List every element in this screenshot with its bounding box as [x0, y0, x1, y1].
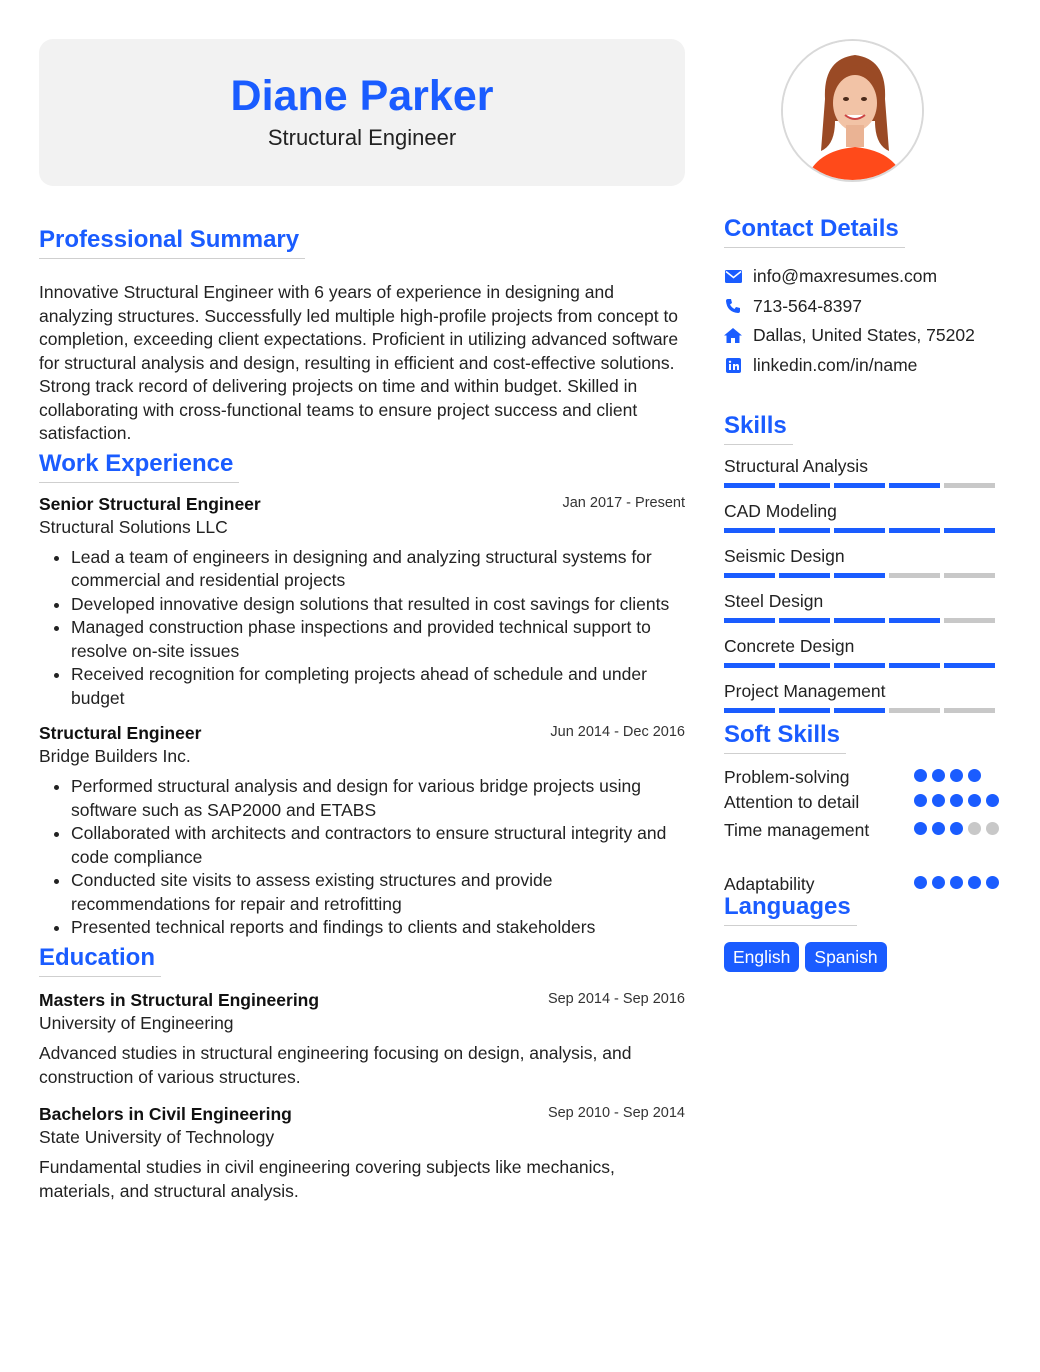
skill-item — [724, 455, 1004, 488]
skill-level-bar — [724, 708, 1004, 713]
skill-name: Concrete Design — [724, 636, 855, 656]
rating-dot — [914, 769, 927, 782]
skill-item — [724, 680, 1004, 713]
languages-heading: Languages — [724, 893, 857, 926]
skill-name: Seismic Design — [724, 546, 845, 566]
skill-level-segment — [889, 708, 940, 713]
job-bullet: • Received recognition for completing projects ahead of schedule and under budget — [71, 663, 685, 710]
phone-text: 713-564-8397 — [753, 295, 862, 316]
job-date: Jan 2017 - Present — [562, 494, 685, 511]
skill-level-segment — [944, 528, 995, 533]
skill-level-segment — [834, 618, 885, 623]
home-icon — [724, 327, 742, 345]
skill-level-segment — [779, 708, 830, 713]
soft-skill-rating — [914, 876, 1004, 893]
job-entry — [39, 722, 685, 940]
rating-dot — [950, 769, 963, 782]
rating-dot — [968, 794, 981, 807]
skill-level-segment — [724, 483, 775, 488]
skill-level-segment — [944, 573, 995, 578]
skill-level-segment — [834, 663, 885, 668]
skill-level-segment — [834, 483, 885, 488]
skills-heading: Skills — [724, 412, 793, 445]
rating-dot — [968, 769, 981, 782]
summary-text: Innovative Structural Engineer with 6 years of experience in designing and analyzing structures. Successfully led multiple high-profile projects from concept to completion, exceeding client expectations. Proficient in utilizing advanced software for structural analysis and design, resulting in efficient and cost-effective solutions. Strong track record of delivering projects on time and within budget. Skilled in collaborating with cross-functional teams to ensure project success and client satisfaction. — [39, 282, 679, 443]
education-entry — [39, 989, 685, 1089]
skill-level-segment — [889, 528, 940, 533]
language-badge: Spanish — [805, 942, 886, 972]
linkedin-text: linkedin.com/in/name — [753, 354, 918, 375]
skill-level-bar — [724, 528, 1004, 533]
skill-level-segment — [834, 708, 885, 713]
skill-level-segment — [944, 618, 995, 623]
education-description: Advanced studies in structural engineering focusing on design, analysis, and construction of various structures. — [39, 1042, 632, 1087]
soft-skill-name: Attention to detail — [724, 792, 860, 812]
soft-skill-rating — [914, 794, 1004, 819]
soft-skill-item — [724, 791, 1004, 819]
skill-level-bar — [724, 663, 1004, 668]
job-bullet: • Lead a team of engineers in designing and analyzing structural systems for commercial and residential projects — [71, 546, 685, 593]
skill-level-segment — [834, 528, 885, 533]
skill-level-segment — [724, 708, 775, 713]
skill-level-segment — [779, 483, 830, 488]
job-bullet: • Developed innovative design solutions that resulted in cost savings for clients — [71, 593, 685, 617]
skill-name: Project Management — [724, 681, 886, 701]
location-text: Dallas, United States, 75202 — [753, 325, 975, 346]
skill-level-segment — [889, 573, 940, 578]
job-company: Structural Solutions LLC — [39, 516, 228, 537]
job-entry — [39, 493, 685, 711]
skill-level-segment — [834, 573, 885, 578]
skill-name: CAD Modeling — [724, 501, 837, 521]
job-title: Senior Structural Engineer — [39, 493, 261, 514]
skill-item — [724, 590, 1004, 623]
skill-item — [724, 545, 1004, 578]
skill-name: Structural Analysis — [724, 456, 868, 476]
rating-dot — [932, 876, 945, 889]
soft-skill-name: Adaptability — [724, 874, 815, 894]
soft-skill-rating — [914, 822, 1004, 873]
job-bullet: • Performed structural analysis and design for various bridge projects using software such as SAP2000 and ETABS — [71, 775, 685, 822]
rating-dot — [914, 794, 927, 807]
education-date: Sep 2010 - Sep 2014 — [547, 1104, 685, 1121]
candidate-title: Structural Engineer — [267, 125, 457, 150]
skill-level-segment — [889, 663, 940, 668]
skill-item — [724, 500, 1004, 533]
job-bullet: • Collaborated with architects and contractors to ensure structural integrity and code compliance — [71, 822, 685, 869]
rating-dot — [950, 822, 963, 835]
email-text: info@maxresumes.com — [753, 266, 938, 287]
main-column — [39, 226, 685, 1203]
job-bullet: • Managed construction phase inspections and provided technical support to resolve on-site issues — [71, 616, 685, 663]
skill-level-bar — [724, 618, 1004, 623]
skill-level-segment — [944, 708, 995, 713]
job-date: Jun 2014 - Dec 2016 — [550, 724, 685, 740]
skill-level-bar — [724, 483, 1004, 488]
skill-level-segment — [724, 618, 775, 623]
school-name: University of Engineering — [39, 1012, 234, 1033]
rating-dot — [914, 876, 927, 889]
rating-dot — [914, 822, 927, 835]
profile-photo — [781, 39, 924, 182]
skill-level-segment — [779, 528, 830, 533]
soft-skill-rating — [914, 769, 1004, 791]
rating-dot — [986, 794, 999, 807]
experience-heading: Work Experience — [39, 450, 239, 483]
rating-dot — [986, 876, 999, 889]
soft-skills-list — [724, 766, 1004, 893]
skill-level-segment — [724, 528, 775, 533]
skills-list — [724, 455, 1004, 713]
linkedin-icon — [724, 356, 742, 374]
skill-level-bar — [724, 573, 1004, 578]
job-company: Bridge Builders Inc. — [39, 746, 191, 766]
job-bullet: • Presented technical reports and findings to clients and stakeholders — [71, 916, 685, 940]
contact-email[interactable] — [724, 262, 1004, 292]
skill-level-segment — [944, 483, 995, 488]
contact-list — [724, 262, 1004, 380]
skill-level-segment — [779, 618, 830, 623]
contact-location — [724, 321, 1004, 351]
skill-level-segment — [779, 663, 830, 668]
rating-dot — [968, 822, 981, 835]
soft-skill-item — [724, 766, 1004, 791]
soft-skill-name: Problem-solving — [724, 767, 850, 787]
rating-dot — [986, 822, 999, 835]
sidebar-column — [724, 215, 1004, 972]
rating-dot — [950, 794, 963, 807]
school-name: State University of Technology — [39, 1126, 275, 1147]
soft-skill-item — [724, 819, 1004, 873]
job-bullet: • Conducted site visits to assess existing structures and provide recommendations for repair and retrofitting — [71, 869, 685, 916]
education-heading: Education — [39, 944, 161, 977]
job-title: Structural Engineer — [39, 723, 202, 743]
skill-level-segment — [889, 483, 940, 488]
soft-skill-item — [724, 873, 1004, 893]
rating-dot — [950, 876, 963, 889]
skill-level-segment — [779, 573, 830, 578]
rating-dot — [932, 769, 945, 782]
job-bullets — [39, 546, 685, 711]
skill-level-segment — [889, 618, 940, 623]
phone-icon — [724, 297, 742, 315]
degree-title: Masters in Structural Engineering — [39, 989, 320, 1010]
education-description: Fundamental studies in civil engineering covering subjects like mechanics, materials, and structural analysis. — [39, 1156, 615, 1201]
contact-phone[interactable] — [724, 292, 1004, 322]
skill-name: Steel Design — [724, 591, 824, 611]
education-entry — [39, 1103, 685, 1203]
contact-linkedin[interactable] — [724, 351, 1004, 381]
skill-level-segment — [724, 573, 775, 578]
job-bullets — [39, 775, 685, 940]
candidate-name: Diane Parker — [230, 72, 494, 120]
skill-item — [724, 635, 1004, 668]
header-card — [39, 39, 685, 186]
rating-dot — [932, 822, 945, 835]
soft-skills-heading: Soft Skills — [724, 721, 846, 754]
soft-skill-name: Time management — [724, 820, 870, 840]
envelope-icon — [724, 268, 742, 286]
education-date: Sep 2014 - Sep 2016 — [547, 990, 685, 1007]
skill-level-segment — [944, 663, 995, 668]
summary-heading: Professional Summary — [39, 226, 305, 259]
degree-title: Bachelors in Civil Engineering — [39, 1103, 292, 1124]
language-badge: English — [724, 942, 799, 972]
languages-list — [724, 942, 1004, 972]
contact-heading: Contact Details — [724, 215, 905, 248]
rating-dot — [932, 794, 945, 807]
rating-dot — [968, 876, 981, 889]
skill-level-segment — [724, 663, 775, 668]
